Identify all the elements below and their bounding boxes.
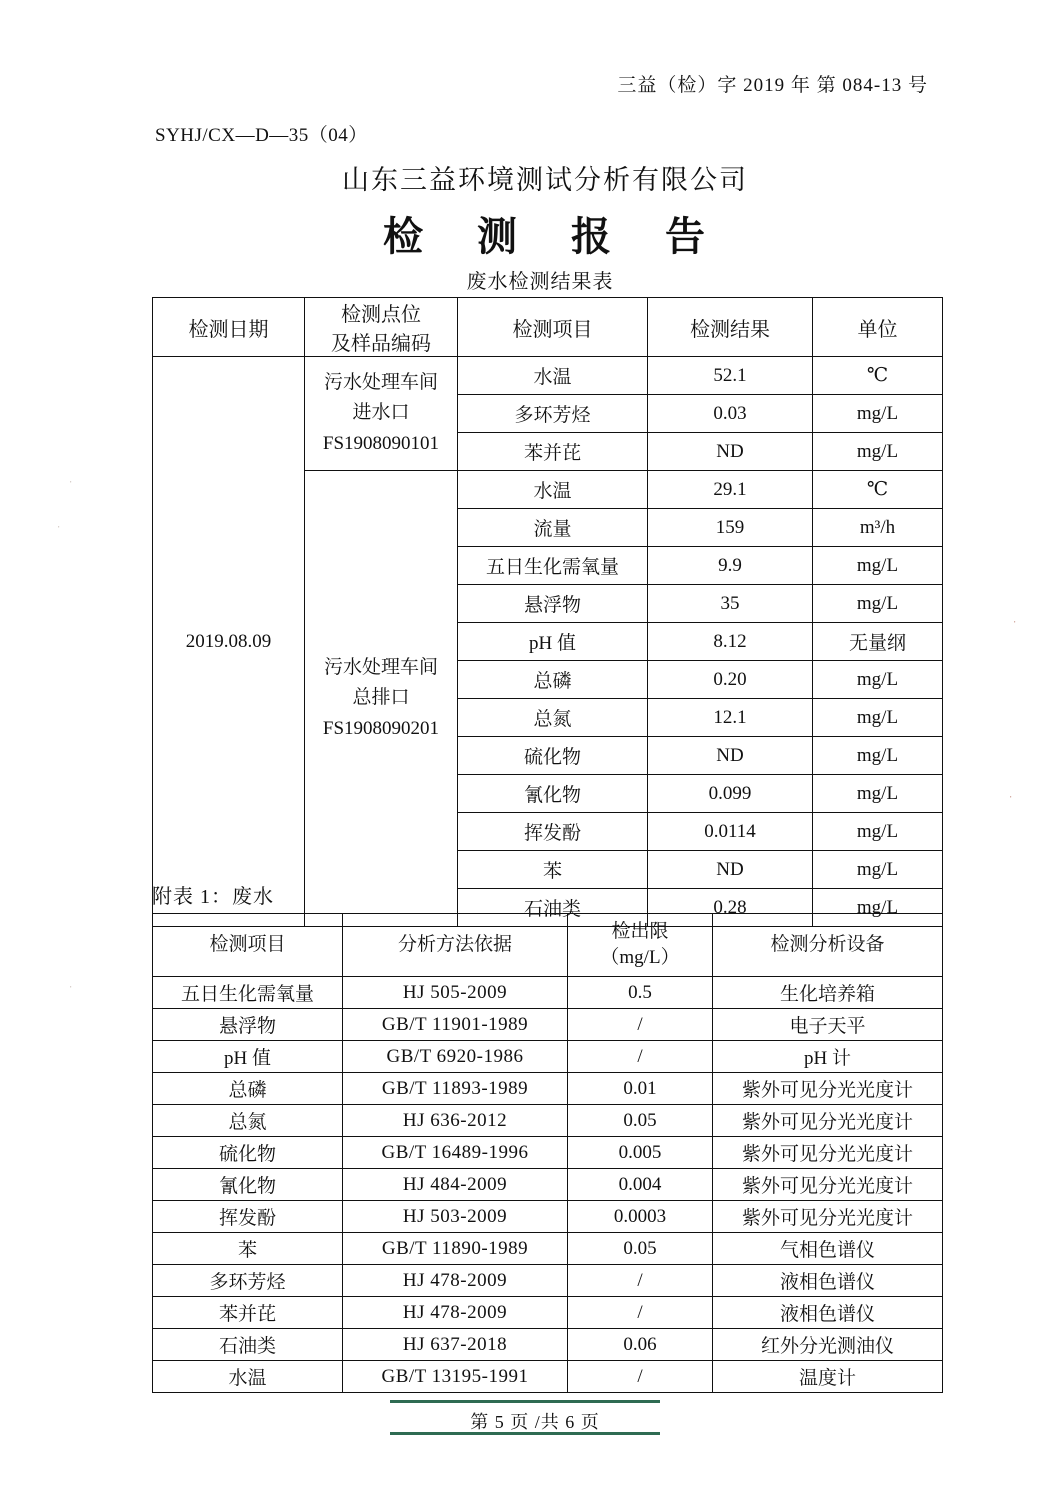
- table-row: [153, 1137, 943, 1169]
- scan-artifact: ·: [63, 985, 76, 989]
- header-point-line1: 检测点位: [341, 304, 421, 326]
- cell-item: 悬浮物: [458, 585, 648, 623]
- header-method-basis: 分析方法依据: [343, 914, 568, 977]
- cell-result: 12.1: [648, 699, 813, 737]
- header-unit: 单位: [813, 298, 943, 357]
- wastewater-result-table: [152, 297, 943, 927]
- cell-item: 总磷: [458, 661, 648, 699]
- form-code: SYHJ/CX—D—35（04）: [155, 125, 368, 146]
- cell-result: 0.28: [648, 889, 813, 927]
- table-row: [153, 1169, 943, 1201]
- cell-method-item: 石油类: [153, 1329, 343, 1361]
- cell-device: 紫外可见分光光度计: [713, 1073, 943, 1105]
- cell-method-item: 硫化物: [153, 1137, 343, 1169]
- cell-method-item: pH 值: [153, 1041, 343, 1073]
- cell-result: 8.12: [648, 623, 813, 661]
- cell-result: 0.20: [648, 661, 813, 699]
- cell-item: 挥发酚: [458, 813, 648, 851]
- cell-device: 紫外可见分光光度计: [713, 1169, 943, 1201]
- cell-item: 水温: [458, 357, 648, 395]
- cell-item: 五日生化需氧量: [458, 547, 648, 585]
- cell-result: 0.03: [648, 395, 813, 433]
- method-table-caption: 附表 1：废水: [152, 886, 274, 908]
- cell-item: 苯并芘: [458, 433, 648, 471]
- cell-method-item: 挥发酚: [153, 1201, 343, 1233]
- cell-unit: ℃: [813, 471, 943, 509]
- cell-method-basis: GB/T 11901-1989: [343, 1009, 568, 1041]
- table-row: [153, 977, 943, 1009]
- cell-method-basis: GB/T 16489-1996: [343, 1137, 568, 1169]
- table-row: [153, 1265, 943, 1297]
- table-row: [153, 357, 943, 395]
- cell-method-basis: HJ 503-2009: [343, 1201, 568, 1233]
- cell-unit: mg/L: [813, 737, 943, 775]
- cell-method-item: 多环芳烃: [153, 1265, 343, 1297]
- table-row: [153, 1361, 943, 1393]
- cell-item: 多环芳烃: [458, 395, 648, 433]
- cell-result: 52.1: [648, 357, 813, 395]
- cell-method-basis: GB/T 6920-1986: [343, 1041, 568, 1073]
- cell-result: ND: [648, 737, 813, 775]
- cell-device: pH 计: [713, 1041, 943, 1073]
- header-point: [305, 298, 458, 357]
- cell-unit: mg/L: [813, 699, 943, 737]
- cell-item: 总氮: [458, 699, 648, 737]
- cell-result: 159: [648, 509, 813, 547]
- cell-result: 29.1: [648, 471, 813, 509]
- cell-detection-limit: 0.5: [568, 977, 713, 1009]
- cell-method-item: 水温: [153, 1361, 343, 1393]
- cell-detection-limit: 0.01: [568, 1073, 713, 1105]
- table-row: [153, 1233, 943, 1265]
- cell-detection-limit: /: [568, 1041, 713, 1073]
- cell-date: 2019.08.09: [153, 357, 305, 927]
- header-item: 检测项目: [458, 298, 648, 357]
- result-table-caption: 废水检测结果表: [466, 271, 614, 293]
- cell-device: 红外分光测油仪: [713, 1329, 943, 1361]
- cell-result: 0.099: [648, 775, 813, 813]
- cell-method-item: 苯: [153, 1233, 343, 1265]
- cell-unit: mg/L: [813, 813, 943, 851]
- cell-result: ND: [648, 851, 813, 889]
- scan-artifact: ·: [51, 525, 64, 529]
- cell-item: pH 值: [458, 623, 648, 661]
- cell-method-basis: GB/T 11890-1989: [343, 1233, 568, 1265]
- cell-unit: m³/h: [813, 509, 943, 547]
- header-detection-limit: [568, 914, 713, 977]
- cell-method-item: 苯并芘: [153, 1297, 343, 1329]
- cell-device: 液相色谱仪: [713, 1265, 943, 1297]
- cell-result: ND: [648, 433, 813, 471]
- cell-method-item: 总磷: [153, 1073, 343, 1105]
- cell-point-inlet: [305, 357, 458, 471]
- cell-unit: mg/L: [813, 547, 943, 585]
- cell-device: 紫外可见分光光度计: [713, 1105, 943, 1137]
- table-row: [153, 1201, 943, 1233]
- cell-method-item: 五日生化需氧量: [153, 977, 343, 1009]
- table-row: [153, 1297, 943, 1329]
- scan-artifact: ·: [1004, 795, 1016, 799]
- header-device: 检测分析设备: [713, 914, 943, 977]
- cell-device: 紫外可见分光光度计: [713, 1137, 943, 1169]
- cell-device: 生化培养箱: [713, 977, 943, 1009]
- cell-device: 温度计: [713, 1361, 943, 1393]
- cell-detection-limit: /: [568, 1361, 713, 1393]
- cell-method-basis: HJ 484-2009: [343, 1169, 568, 1201]
- cell-detection-limit: 0.06: [568, 1329, 713, 1361]
- cell-item: 氰化物: [458, 775, 648, 813]
- cell-unit: 无量纲: [813, 623, 943, 661]
- cell-result: 0.0114: [648, 813, 813, 851]
- cell-item: 硫化物: [458, 737, 648, 775]
- cell-detection-limit: 0.05: [568, 1105, 713, 1137]
- cell-method-basis: HJ 637-2018: [343, 1329, 568, 1361]
- cell-method-item: 总氮: [153, 1105, 343, 1137]
- footer-divider-top: [390, 1400, 660, 1403]
- limit-line1: 检出限: [611, 921, 669, 943]
- page-title: 检 测 报 告: [383, 214, 727, 259]
- cell-method-item: 悬浮物: [153, 1009, 343, 1041]
- cell-detection-limit: /: [568, 1297, 713, 1329]
- cell-detection-limit: 0.0003: [568, 1201, 713, 1233]
- document-number: 三益（检）字 2019 年 第 084-13 号: [617, 75, 928, 96]
- header-point-line2: 及样品编码: [331, 333, 431, 355]
- cell-method-basis: HJ 478-2009: [343, 1265, 568, 1297]
- company-name: 山东三益环境测试分析有限公司: [342, 165, 748, 195]
- cell-detection-limit: /: [568, 1265, 713, 1297]
- cell-device: 电子天平: [713, 1009, 943, 1041]
- table-row: [153, 1073, 943, 1105]
- point-line2: 总排口: [352, 687, 410, 709]
- cell-detection-limit: 0.005: [568, 1137, 713, 1169]
- cell-unit: mg/L: [813, 775, 943, 813]
- page-footer: 第 5 页 /共 6 页: [470, 1412, 600, 1432]
- cell-method-basis: HJ 636-2012: [343, 1105, 568, 1137]
- table-row: [153, 1105, 943, 1137]
- cell-unit: mg/L: [813, 585, 943, 623]
- cell-unit: mg/L: [813, 661, 943, 699]
- cell-method-basis: GB/T 11893-1989: [343, 1073, 568, 1105]
- cell-unit: mg/L: [813, 395, 943, 433]
- cell-method-basis: HJ 505-2009: [343, 977, 568, 1009]
- scan-artifact: ·: [1008, 620, 1020, 624]
- table-row: [153, 1009, 943, 1041]
- method-header-row: [153, 914, 943, 977]
- cell-detection-limit: 0.004: [568, 1169, 713, 1201]
- cell-unit: ℃: [813, 357, 943, 395]
- point-line1: 污水处理车间: [323, 371, 438, 393]
- analysis-method-table: [152, 913, 943, 1393]
- cell-item: 水温: [458, 471, 648, 509]
- sample-code: FS1908090201: [322, 717, 440, 739]
- limit-line2: （mg/L）: [600, 947, 680, 968]
- table-row: [153, 1329, 943, 1361]
- cell-result: 35: [648, 585, 813, 623]
- cell-unit: mg/L: [813, 889, 943, 927]
- cell-item: 流量: [458, 509, 648, 547]
- cell-unit: mg/L: [813, 433, 943, 471]
- cell-method-basis: GB/T 13195-1991: [343, 1361, 568, 1393]
- cell-item: 苯: [458, 851, 648, 889]
- cell-device: 液相色谱仪: [713, 1297, 943, 1329]
- cell-device: 紫外可见分光光度计: [713, 1201, 943, 1233]
- table-row: [153, 1041, 943, 1073]
- cell-method-basis: HJ 478-2009: [343, 1297, 568, 1329]
- cell-point-outlet: [305, 471, 458, 927]
- point-line1: 污水处理车间: [323, 656, 438, 678]
- scan-artifact: ·: [63, 480, 76, 484]
- cell-detection-limit: 0.05: [568, 1233, 713, 1265]
- sample-code: FS1908090101: [322, 432, 440, 454]
- table-header-row: [153, 298, 943, 357]
- footer-divider-bottom: [390, 1432, 660, 1435]
- header-method-item: 检测项目: [153, 914, 343, 977]
- cell-device: 气相色谱仪: [713, 1233, 943, 1265]
- header-result: 检测结果: [648, 298, 813, 357]
- cell-method-item: 氰化物: [153, 1169, 343, 1201]
- header-date: 检测日期: [153, 298, 305, 357]
- cell-detection-limit: /: [568, 1009, 713, 1041]
- point-line2: 进水口: [352, 402, 410, 424]
- cell-unit: mg/L: [813, 851, 943, 889]
- cell-item: 石油类: [458, 889, 648, 927]
- cell-result: 9.9: [648, 547, 813, 585]
